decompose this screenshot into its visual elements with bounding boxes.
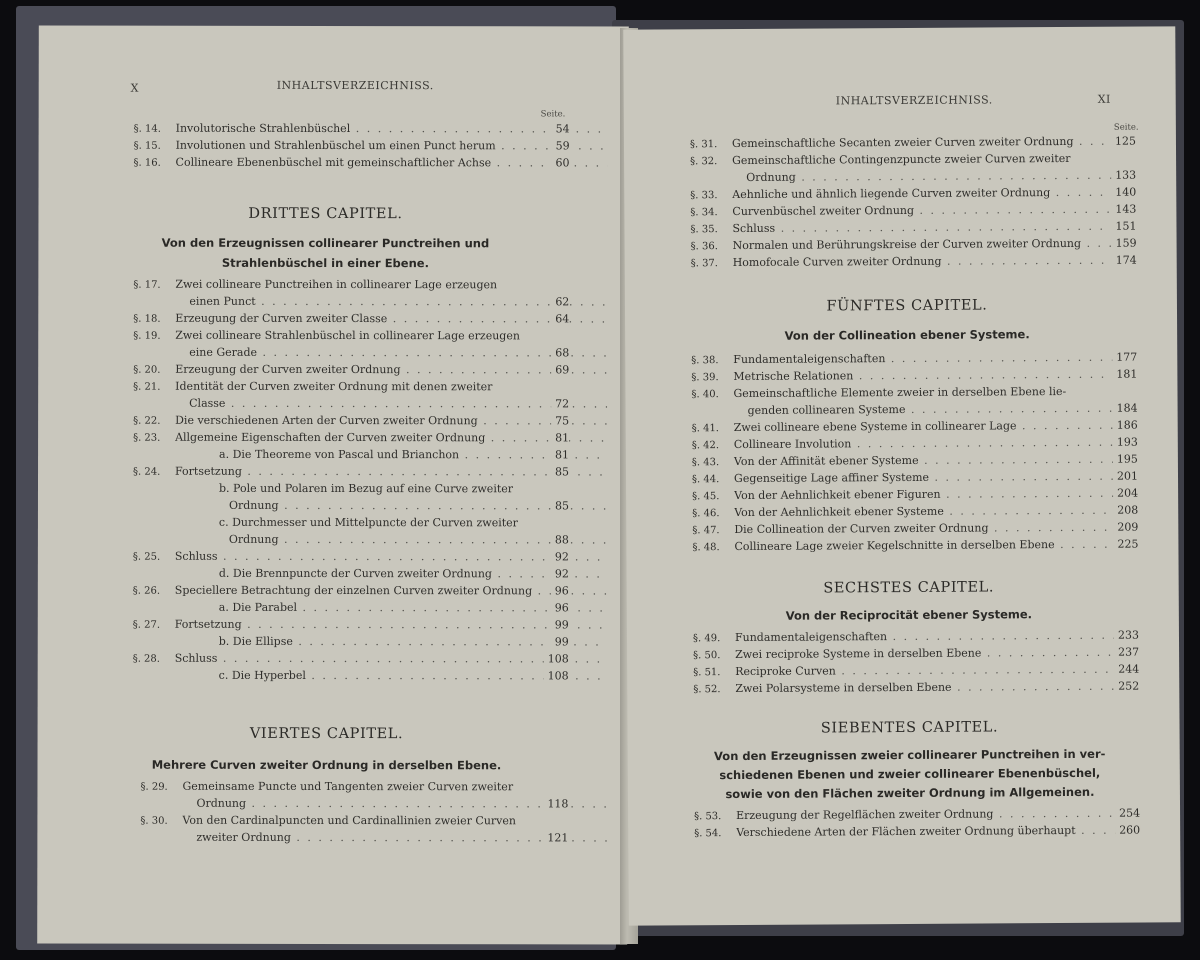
chapter-6-subtitle: Von der Reciprocität ebener Systeme. xyxy=(785,607,1033,623)
toc-entry: §. 35. Schluss . . . 151 xyxy=(690,220,1136,240)
chapter-7-subtitle-2: schiedenen Ebenen und zweier collinearer Ebenenbüschel, xyxy=(719,765,1101,783)
left-folio: X xyxy=(130,81,140,95)
toc-entry: §. 49. Fundamentaleigenschaften . . . 233 xyxy=(693,629,1139,649)
toc-entry: §. 45. Von der Aehnlichkeit ebener Figuren . . . 204 xyxy=(692,487,1138,507)
toc-entry: §. 26. Speciellere Betrachtung der einzelnen Curven zweiter Ordnung . . . 96 xyxy=(133,584,569,602)
toc-entry: b. Pole und Polaren im Bezug auf eine Curve zweiter xyxy=(218,481,514,496)
toc-entry: §. 15. Involutionen und Strahlenbüschel um einen Punct herum . . . 59 xyxy=(134,139,570,157)
right-toc-ch7 xyxy=(694,807,1140,844)
toc-entry: §. 21. Identität der Curven zweiter Ordnung mit denen zweiter xyxy=(133,379,493,394)
toc-entry: §. 50. Zwei reciproke Systeme in derselben Ebene . . . 237 xyxy=(693,646,1139,666)
toc-entry: §. 52. Zwei Polarsysteme in derselben Ebene . . . 252 xyxy=(693,680,1139,700)
toc-entry: einen Punct . . . 62 xyxy=(133,295,569,313)
toc-entry: §. 32. Gemeinschaftliche Contingenzpuncte zweier Curven zweiter xyxy=(690,151,1071,168)
chapter-4-heading: VIERTES CAPITEL. xyxy=(249,725,404,743)
toc-entry: §. 31. Gemeinschaftliche Secanten zweier Curven zweiter Ordnung . . . 125 xyxy=(690,135,1136,155)
toc-entry: §. 36. Normalen und Berührungskreise der Curven zweiter Ordnung . . . 159 xyxy=(691,237,1137,257)
chapter-7-heading: SIEBENTES CAPITEL. xyxy=(820,719,999,737)
chapter-7-subtitle-1: Von den Erzeugnissen zweier collinearer Punctreihen in ver- xyxy=(713,746,1106,764)
toc-entry: §. 23. Allgemeine Eigenschaften der Curven zweiter Ordnung . . . 81 xyxy=(133,431,569,449)
right-page xyxy=(623,26,1180,925)
toc-entry: §. 46. Von der Aehnlichkeit ebener Systeme . . . 208 xyxy=(692,504,1138,524)
toc-entry: b. Die Ellipse . . . 99 xyxy=(133,635,569,653)
right-seite-label: Seite. xyxy=(1113,122,1139,133)
chapter-6-heading: SECHSTES CAPITEL. xyxy=(823,579,995,597)
right-toc-top xyxy=(690,135,1137,274)
toc-entry: §. 20. Erzeugung der Curven zweiter Ordnung . . . 69 xyxy=(133,363,569,381)
toc-entry: Ordnung . . . 88 xyxy=(133,533,569,551)
toc-entry: §. 38. Fundamentaleigenschaften . . . 177 xyxy=(691,351,1137,371)
toc-entry: §. 22. Die verschiedenen Arten der Curven zweiter Ordnung . . . 75 xyxy=(133,414,569,432)
toc-entry: §. 39. Metrische Relationen . . . 181 xyxy=(691,368,1137,388)
toc-entry: §. 28. Schluss . . . 108 xyxy=(133,652,569,670)
toc-entry: c. Die Hyperbel . . . 108 xyxy=(133,669,569,687)
toc-entry: §. 48. Collineare Lage zweier Kegelschnitte in derselben Ebene . . . 225 xyxy=(692,538,1138,558)
toc-entry: §. 25. Schluss . . . 92 xyxy=(133,550,569,568)
toc-entry: §. 53. Erzeugung der Regelflächen zweiter Ordnung . . . 254 xyxy=(694,807,1140,827)
toc-entry: §. 18. Erzeugung der Curven zweiter Classe . . . 64 xyxy=(133,312,569,330)
toc-entry: eine Gerade . . . 68 xyxy=(133,346,569,364)
toc-entry: genden collinearen Systeme . . . 184 xyxy=(692,402,1138,422)
toc-entry: §. 40. Gemeinschaftliche Elemente zweier in derselben Ebene lie- xyxy=(691,384,1067,401)
chapter-3-subtitle-1: Von den Erzeugnissen collinearer Punctreihen und xyxy=(161,235,490,251)
toc-entry: §. 44. Gegenseitige Lage affiner Systeme . . . 201 xyxy=(692,470,1138,490)
toc-entry: §. 33. Aehnliche und ähnlich liegende Curven zweiter Ordnung . . . 140 xyxy=(690,186,1136,206)
toc-entry: §. 16. Collineare Ebenenbüschel mit gemeinschaftlicher Achse . . . 60 xyxy=(134,156,570,174)
toc-entry: §. 30. Von den Cardinalpuncten und Cardinallinien zweier Curven xyxy=(140,813,517,828)
toc-entry: a. Die Theoreme von Pascal und Brianchon . . . 81 xyxy=(133,448,569,466)
toc-entry: §. 41. Zwei collineare ebene Systeme in collinearer Lage . . . 186 xyxy=(692,419,1138,439)
toc-entry: c. Durchmesser und Mittelpuncte der Curven zweiter xyxy=(218,515,518,530)
right-running-head: INHALTSVERZEICHNISS. xyxy=(835,93,993,108)
right-folio: XI xyxy=(1097,92,1111,106)
toc-entry: zweiter Ordnung . . . 121 xyxy=(140,831,568,849)
toc-entry: a. Die Parabel . . . 96 xyxy=(133,601,569,619)
toc-entry: §. 54. Verschiedene Arten der Flächen zweiter Ordnung überhaupt . . . 260 xyxy=(694,824,1140,844)
left-seite-label: Seite. xyxy=(540,109,566,120)
toc-entry: §. 42. Collineare Involution . . . 193 xyxy=(692,436,1138,456)
toc-entry: §. 24. Fortsetzung . . . 85 xyxy=(133,465,569,483)
right-toc-ch6 xyxy=(693,629,1139,700)
toc-entry: d. Die Brennpuncte der Curven zweiter Ordnung . . . 92 xyxy=(133,567,569,585)
left-toc-ch3 xyxy=(133,278,570,687)
chapter-5-heading: FÜNFTES CAPITEL. xyxy=(826,297,988,315)
toc-entry: Ordnung . . . 85 xyxy=(133,499,569,517)
left-toc-ch4 xyxy=(140,780,568,849)
chapter-4-subtitle: Mehrere Curven zweiter Ordnung in derselben Ebene. xyxy=(151,757,502,773)
toc-entry: Classe . . . 72 xyxy=(133,397,569,415)
left-running-head: INHALTSVERZEICHNISS. xyxy=(276,78,434,93)
left-page xyxy=(37,25,629,944)
chapter-7-subtitle-3: sowie von den Flächen zweiter Ordnung im Allgemeinen. xyxy=(725,784,1095,802)
toc-entry: Ordnung . . . 133 xyxy=(690,169,1136,189)
chapter-3-subtitle-2: Strahlenbüschel in einer Ebene. xyxy=(221,255,429,271)
toc-entry: §. 47. Die Collineation der Curven zweiter Ordnung . . . 209 xyxy=(692,521,1138,541)
chapter-5-subtitle: Von der Collineation ebener Systeme. xyxy=(784,327,1030,343)
toc-entry: §. 19. Zwei collineare Strahlenbüschel in collinearer Lage erzeugen xyxy=(133,328,520,343)
toc-entry: §. 37. Homofocale Curven zweiter Ordnung . . . 174 xyxy=(691,254,1137,274)
toc-entry: §. 14. Involutorische Strahlenbüschel . . . 54 xyxy=(134,122,570,140)
right-toc-ch5 xyxy=(691,351,1138,558)
toc-entry: §. 27. Fortsetzung . . . 99 xyxy=(133,618,569,636)
toc-entry: §. 43. Von der Affinität ebener Systeme . . . 195 xyxy=(692,453,1138,473)
toc-entry: §. 29. Gemeinsame Puncte und Tangenten zweier Curven zweiter xyxy=(140,779,514,794)
chapter-3-heading: DRITTES CAPITEL. xyxy=(248,205,403,223)
toc-entry: §. 17. Zwei collineare Punctreihen in collinearer Lage erzeugen xyxy=(133,277,498,292)
toc-entry: §. 34. Curvenbüschel zweiter Ordnung . . . 143 xyxy=(690,203,1136,223)
toc-entry: §. 51. Reciproke Curven . . . 244 xyxy=(693,663,1139,683)
left-toc-top xyxy=(134,122,570,174)
toc-entry: Ordnung . . . 118 xyxy=(140,797,568,815)
